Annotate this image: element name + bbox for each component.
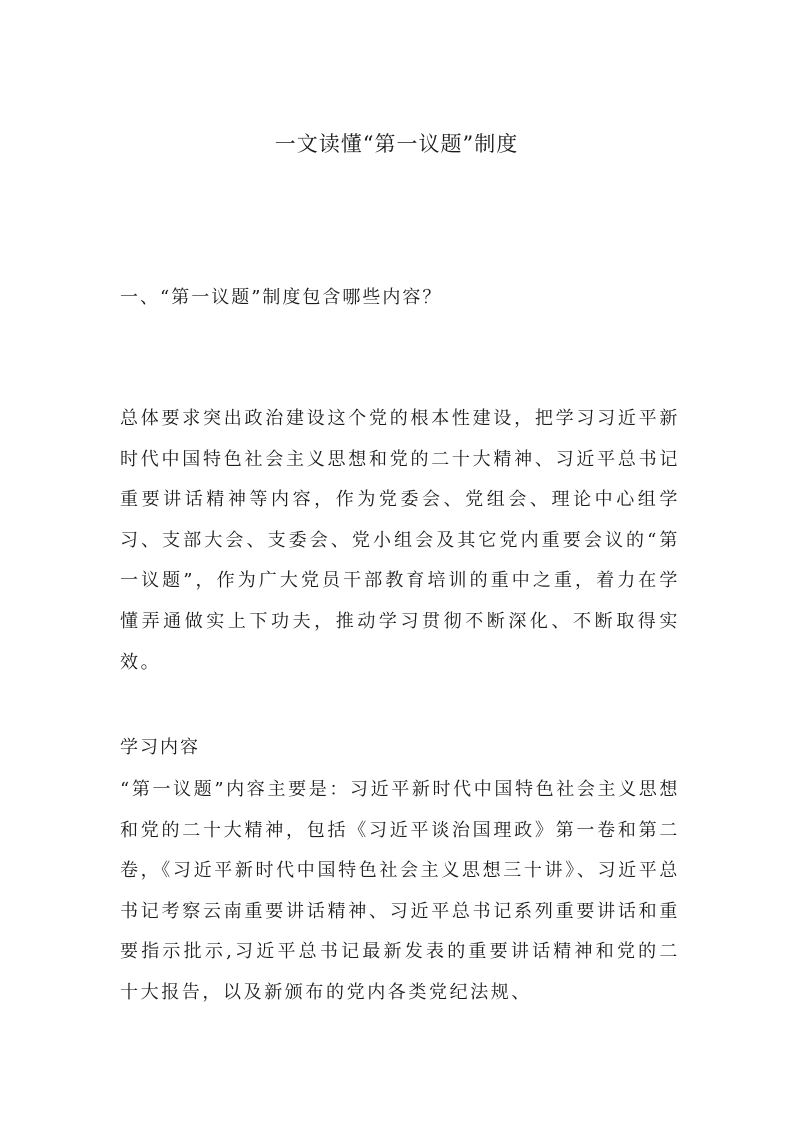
document-title: 一文读懂“第一议题”制度 — [274, 132, 519, 156]
paragraph-overall-requirements: 总体要求突出政治建设这个党的根本性建设，把学习习近平新时代中国特色社会主义思想和党的二十大精神、习近平总书记重要讲话精神等内容，作为党委会、党组会、理论中心组学习、支部大会、支委会、党小组会及其它党内重要会议的“第一议题”，作为广大党员干部教育培训的重中之重，着力在学懂弄通做实上下功夫，推动学习贯彻不断深化、不断取得实效。 — [120, 408, 680, 673]
paragraph-study-content: “第一议题”内容主要是：习近平新时代中国特色社会主义思想和党的二十大精神，包括《习近平谈治国理政》第一卷和第二卷，《习近平新时代中国特色社会主义思想三十讲》、习近平总书记考察云南重要讲话精神、习近平总书记系列重要讲话和重要指示批示,习近平总书记最新发表的重要讲话精神和党的二十大报告，以及新颁布的党内各类党纪法规、 — [120, 779, 680, 1003]
section-heading: 一、“第一议题”制度包含哪些内容？ — [120, 287, 443, 308]
subheading-study-content: 学习内容 — [120, 737, 200, 758]
